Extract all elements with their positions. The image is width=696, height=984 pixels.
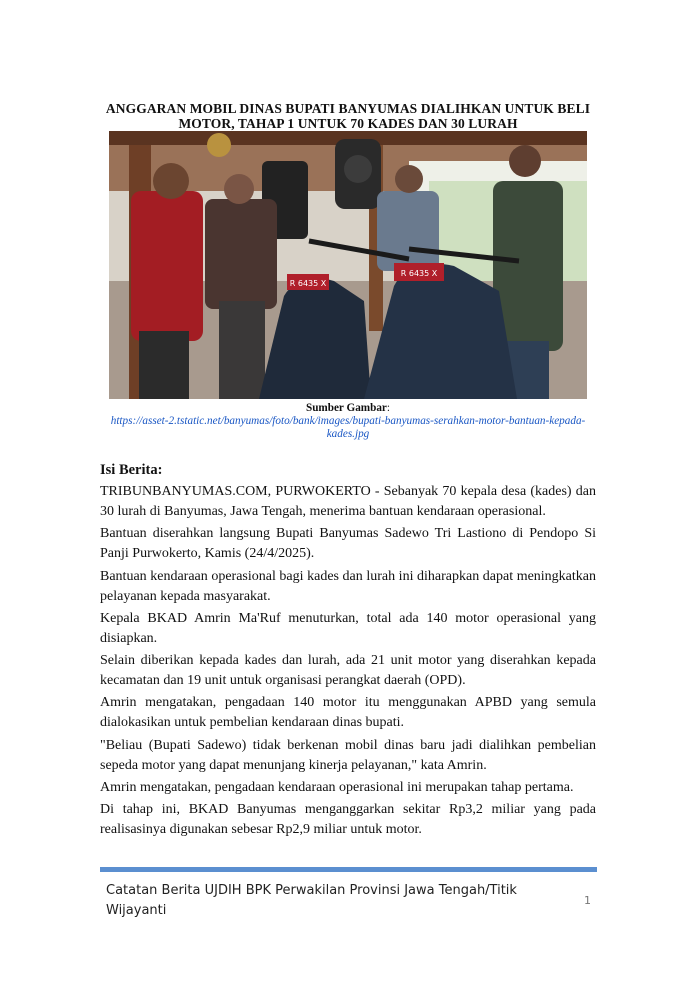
article-paragraph: Kepala BKAD Amrin Ma'Ruf menuturkan, total ada 140 motor operasional yang disiapkan. [100,610,596,646]
article-paragraph: Bantuan diserahkan langsung Bupati Banyumas Sadewo Tri Lastiono di Pendopo Si Panji Purwokerto, Kamis (24/4/2025). [100,526,596,562]
section-heading: Isi Berita: [100,462,163,478]
article-paragraph: Amrin mengatakan, pengadaan kendaraan operasional ini merupakan tahap pertama. [100,780,574,796]
license-plate-right: R 6435 X [400,269,438,278]
article-paragraph: Di tahap ini, BKAD Banyumas menganggarkan sekitar Rp3,2 miliar yang pada realisasinya digunakan sebesar Rp2,9 miliar untuk motor. [100,802,596,838]
article-paragraph: Bantuan kendaraan operasional bagi kades dan lurah ini diharapkan dapat meningkatkan pelayanan kepada masyarakat. [100,568,596,604]
image-source-link[interactable]: https://asset-2.tstatic.net/banyumas/foto/bank/images/bupati-banyumas-serahkan-motor-bantuan-kepada-kades.jpg [110,415,586,440]
page-number: 1 [584,894,591,907]
footer-note: Catatan Berita UJDIH BPK Perwakilan Provinsi Jawa Tengah/Titik Wijayanti [106,883,517,918]
license-plate-left: R 6435 X [289,279,327,288]
article-body [100,482,596,843]
article-paragraph: Selain diberikan kepada kades dan lurah, ada 21 unit motor yang diserahkan kepada kecamatan dan 19 unit untuk organisasi perangkat daerah (OPD). [100,653,596,689]
footer-divider [100,867,597,872]
article-paragraph: "Beliau (Bupati Sadewo) tidak berkenan mobil dinas baru jadi dialihkan pembelian sepeda motor yang dapat menunjang kinerja pelayanan," kata Amrin. [100,737,596,773]
image-source-label: Sumber Gambar [305,402,387,414]
news-photo [109,131,587,399]
article-paragraph: TRIBUNBANYUMAS.COM, PURWOKERTO - Sebanyak 70 kepala desa (kades) dan 30 lurah di Banyumas, Jawa Tengah, menerima bantuan kendaraan operasional. [100,484,596,519]
article-paragraph: Amrin mengatakan, pengadaan 140 motor itu menggunakan APBD yang semula dialokasikan untuk pembelian kendaraan dinas bupati. [100,695,596,731]
image-caption: Sumber Gambar: https://asset-2.tstatic.net/banyumas/foto/bank/images/bupati-banyumas-serahkan-motor-bantuan-kepada-kades.jpg [100,402,596,441]
page-title: ANGGARAN MOBIL DINAS BUPATI BANYUMAS DIALIHKAN UNTUK BELI MOTOR, TAHAP 1 UNTUK 70 KADES DAN 30 LURAH [105,101,591,131]
